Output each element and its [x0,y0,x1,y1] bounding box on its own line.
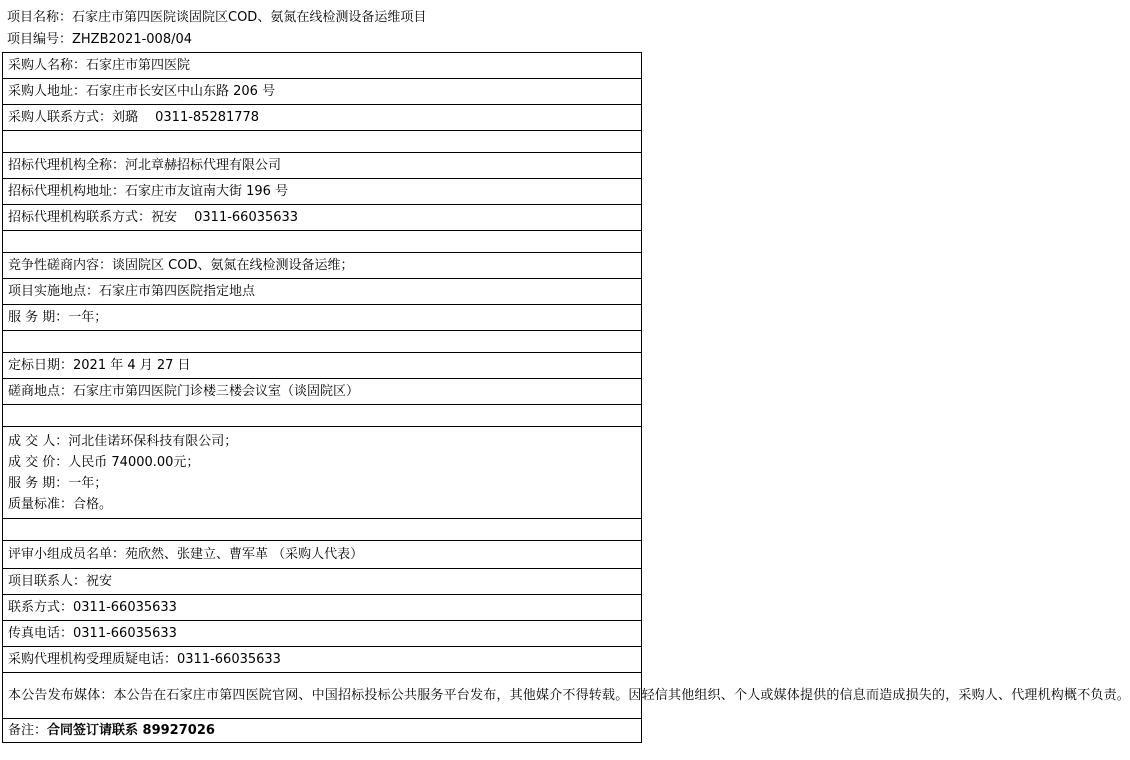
project-location: 项目实施地点：石家庄市第四医院指定地点 [3,279,642,305]
quality-standard: 质量标准：合格。 [8,496,113,512]
winning-price: 成 交 价：人民币 74000.00元； [8,454,200,470]
agency-name: 招标代理机构全称：河北章赫招标代理有限公司 [3,153,642,179]
empty-row [3,519,642,541]
project-code: 项目编号：ZHZB2021-008/04 [7,32,193,47]
agency-address: 招标代理机构地址：石家庄市友谊南大街 196 号 [3,179,642,205]
purchaser-address: 采购人地址：石家庄市长安区中山东路 206 号 [3,79,642,105]
notice-table [2,52,1130,743]
project-contact-person: 项目联系人：祝安 [3,569,642,595]
publication-media: 本公告发布媒体：本公告在石家庄市第四医院官网、中国招标投标公共服务平台发布，其他媒介不得转载。因轻信其他组织、个人或媒体提供的信息而造成损失的，采购人、代理机构概不负责。 [3,673,642,719]
fax-phone: 传真电话：0311-66035633 [3,621,642,647]
agency-contact: 招标代理机构联系方式：祝安 0311-66035633 [3,205,642,231]
remark-text: 合同签订请联系 89927026 [47,723,215,738]
remark-row [3,719,642,743]
contact-phone: 联系方式：0311-66035633 [3,595,642,621]
empty-row [3,331,642,353]
service-period: 服 务 期：一年； [3,305,642,331]
committee-members: 评审小组成员名单：苑欣然、张建立、曹军革 （采购人代表） [3,541,642,569]
empty-row [3,131,642,153]
empty-row [3,405,642,427]
remark-label: 备注： [8,723,48,738]
project-name: 项目名称：石家庄市第四医院谈固院区COD、氨氮在线检测设备运维项目 [7,10,427,25]
winning-bidder: 成 交 人：河北佳诺环保科技有限公司； [8,433,238,449]
result-block [3,427,642,519]
complaint-phone: 采购代理机构受理质疑电话：0311-66035633 [3,647,642,673]
empty-row [3,231,642,253]
negotiation-venue: 磋商地点：石家庄市第四医院门诊楼三楼会议室（谈固院区） [3,379,642,405]
purchaser-name: 采购人名称：石家庄市第四医院 [3,53,642,79]
project-content: 竞争性磋商内容：谈固院区 COD、氨氮在线检测设备运维； [3,253,642,279]
result-service-period: 服 务 期：一年； [8,475,108,491]
purchaser-contact: 采购人联系方式：刘璐 0311-85281778 [3,105,642,131]
award-date: 定标日期：2021 年 4 月 27 日 [3,353,642,379]
